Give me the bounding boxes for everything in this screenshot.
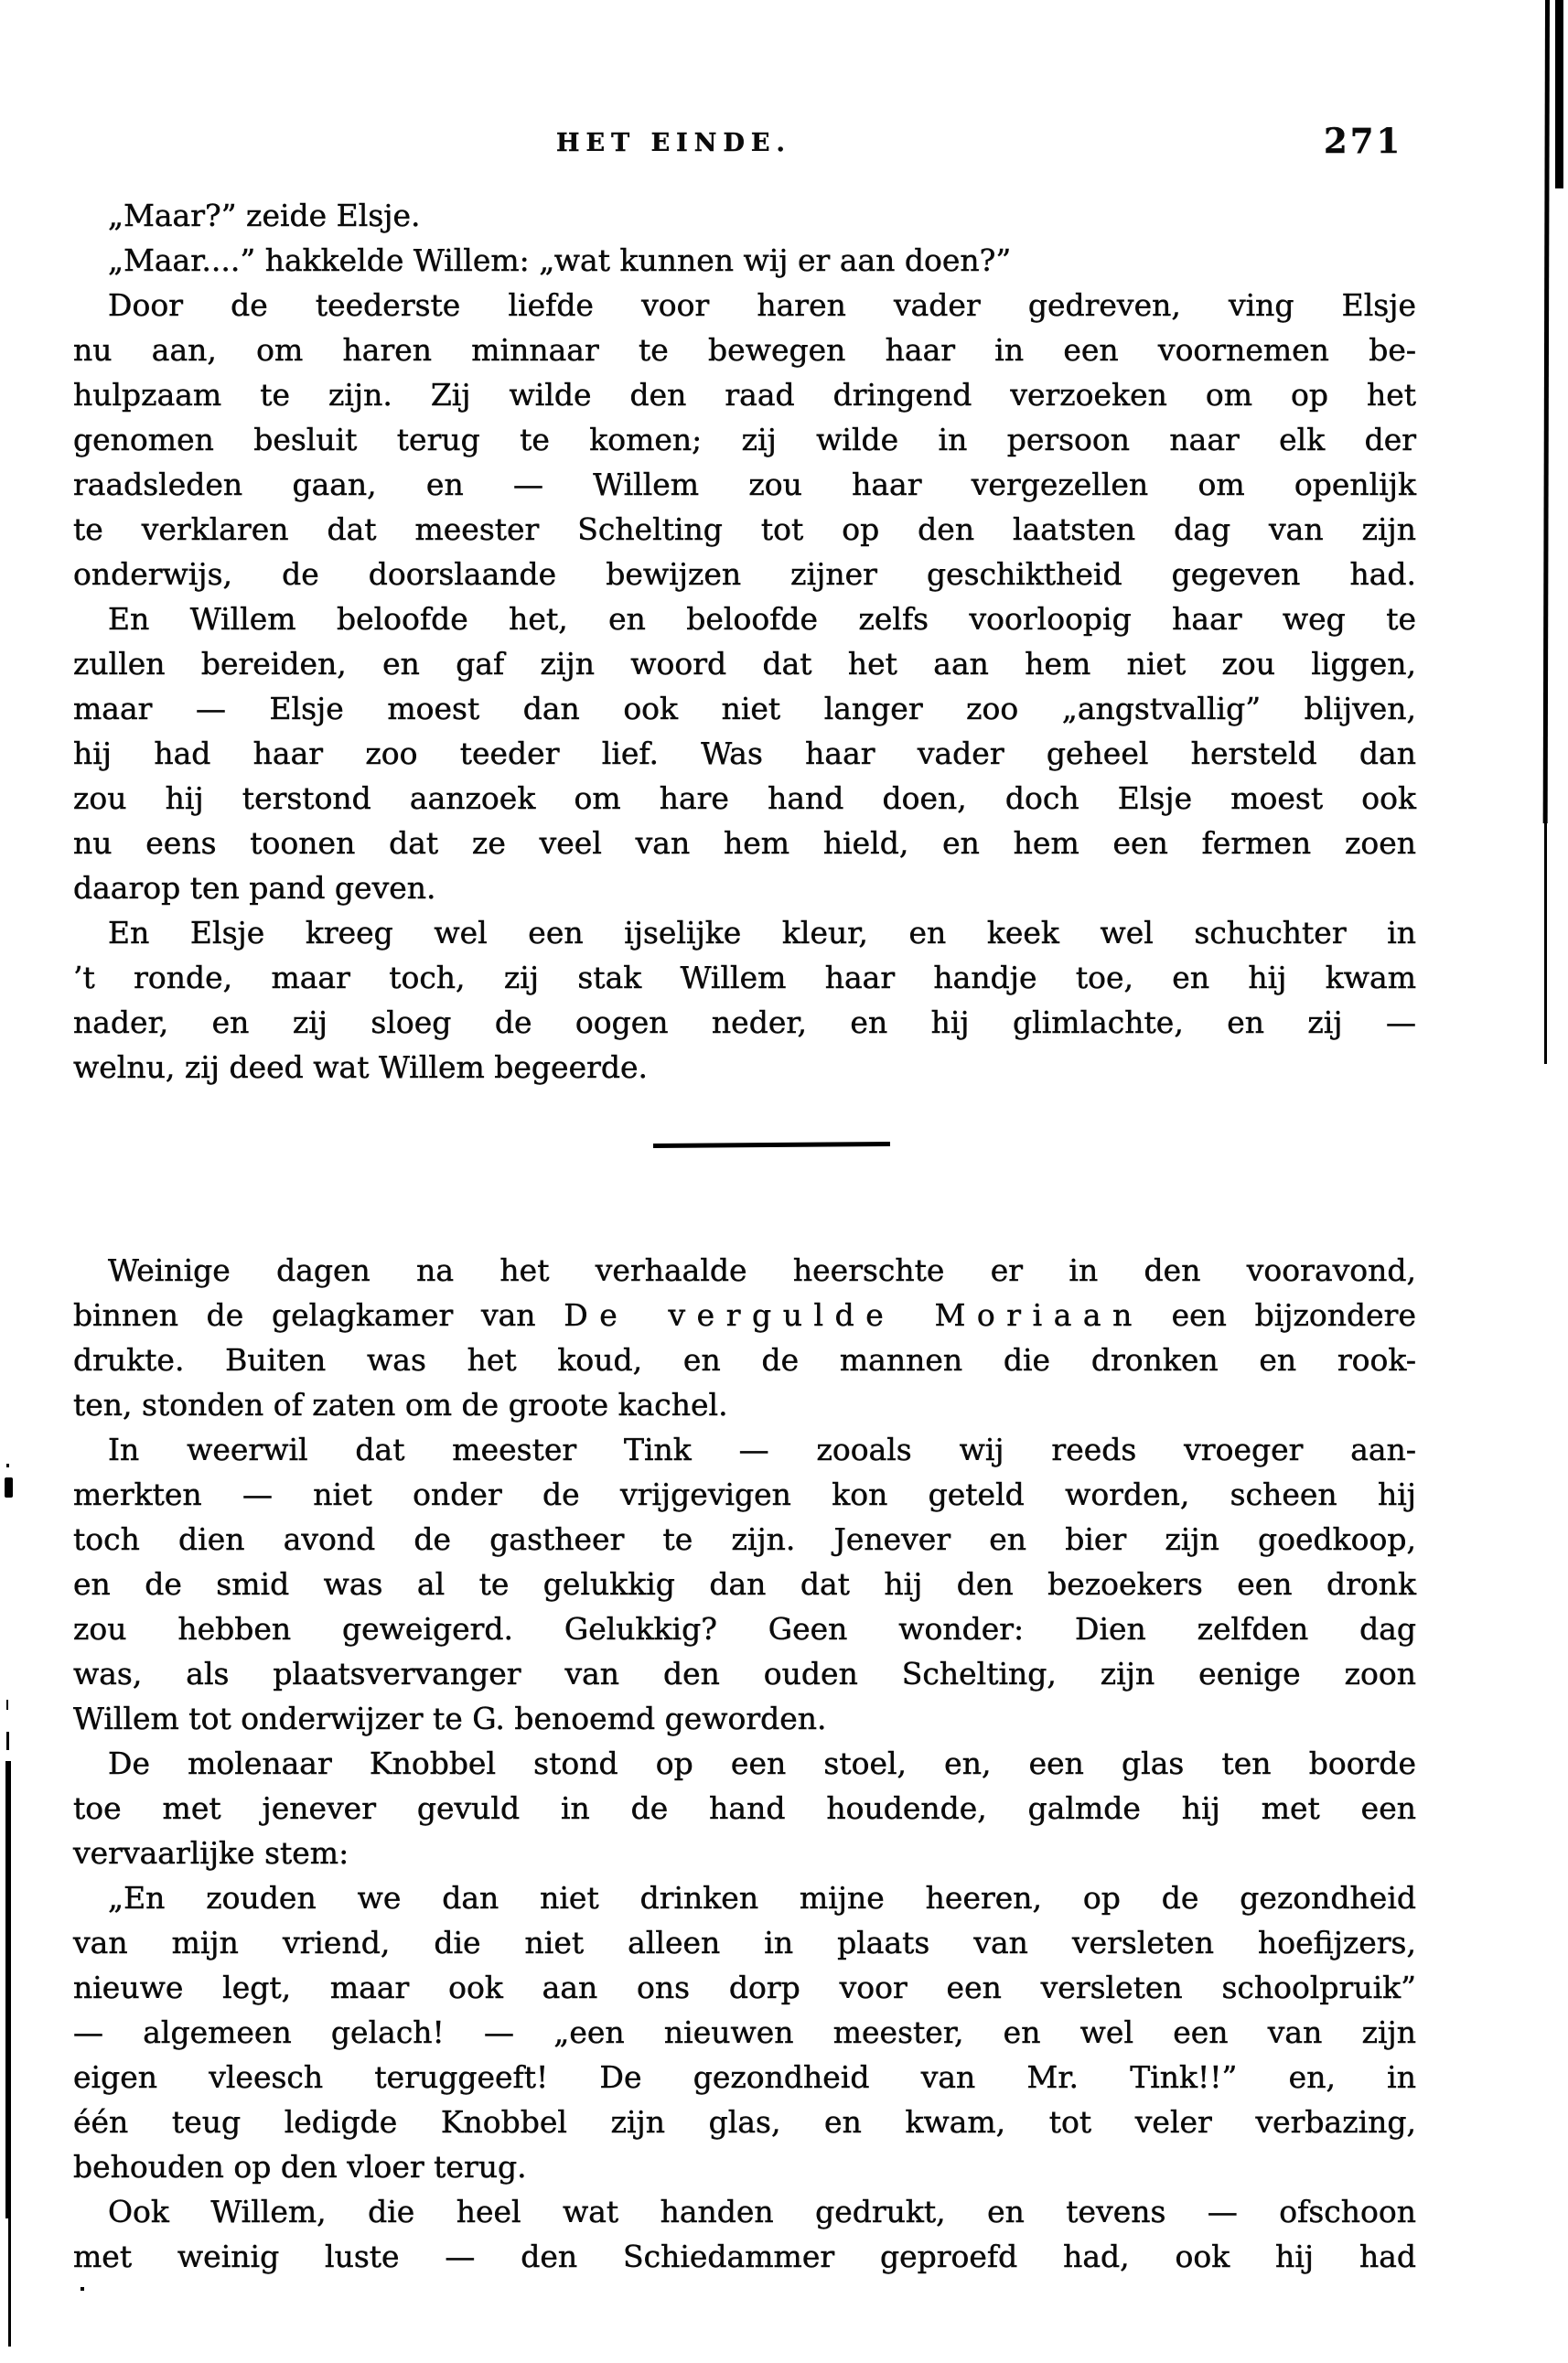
text-line: hij had haar zoo teeder lief. Was haar vader geheel hersteld dan (73, 736, 1416, 771)
text-line: merkten — niet onder de vrijgevigen kon geteld worden, scheen hij (73, 1477, 1416, 1512)
scan-artifact-left-blob (5, 1477, 13, 1498)
text-line: daarop ten pand geven. (73, 870, 436, 906)
text-line: nieuwe legt, maar ook aan ons dorp voor een versleten schoolpruik” (73, 1970, 1416, 2005)
text-line: En Willem beloofde het, en beloofde zelfs voorloopig haar weg te (108, 601, 1416, 637)
text-line: was, als plaatsvervanger van den ouden Schelting, zijn eenige zoon (73, 1656, 1416, 1692)
text-line: „Maar....” hakkelde Willem: „wat kunnen wij er aan doen?” (108, 242, 1012, 278)
text-line: — algemeen gelach! — „een nieuwen meester, en wel een van zijn (73, 2014, 1416, 2050)
text-line: In weerwil dat meester Tink — zooals wij reeds vroeger aan- (108, 1432, 1416, 1467)
text-line: nu aan, om haren minnaar te bewegen haar in een voornemen be- (73, 332, 1416, 368)
text-line: te verklaren dat meester Schelting tot op den laatsten dag van zijn (73, 511, 1416, 547)
text-line: genomen besluit terug te komen; zij wilde in persoon naar elk der (73, 422, 1416, 457)
running-title: HET EINDE. (556, 129, 791, 157)
text-line: ten, stonden of zaten om de groote kachel. (73, 1387, 728, 1423)
text-line: drukte. Buiten was het koud, en de mannen die dronken en rook- (73, 1342, 1416, 1378)
text-line: van mijn vriend, die niet alleen in plaats van versleten hoefijzers, (73, 1925, 1416, 1960)
scan-artifact-left-edge-bar (5, 1761, 11, 2218)
letterspaced-name: De vergulde Moriaan (564, 1297, 1144, 1333)
text-line: En Elsje kreeg wel een ijselijke kleur, en keek wel schuchter in (108, 915, 1416, 951)
text-line: zou hij terstond aanzoek om hare hand doen, doch Elsje moest ook (73, 780, 1416, 816)
text-line: welnu, zij deed wat Willem begeerde. (73, 1049, 649, 1085)
text-line: „Maar?” zeide Elsje. (108, 198, 421, 233)
scan-artifact-right-edge-line-lower (1544, 822, 1547, 1064)
text-line: vervaarlijke stem: (73, 1835, 349, 1871)
text-line: toe met jenever gevuld in de hand houdende, galmde hij met een (73, 1790, 1416, 1826)
text-line: Weinige dagen na het verhaalde heerschte er in den vooravond, (108, 1252, 1416, 1288)
text-line: Willem tot onderwijzer te G. benoemd geworden. (73, 1701, 827, 1736)
text-line: onderwijs, de doorslaande bewijzen zijner geschiktheid gegeven had. (73, 556, 1416, 592)
text-line: en de smid was al te gelukkig dan dat hij den bezoekers een dronk (73, 1566, 1416, 1602)
text-line: hulpzaam te zijn. Zij wilde den raad dringend verzoeken om op het (73, 377, 1416, 413)
scan-artifact-left-dot (6, 1464, 9, 1467)
scan-artifact-left-edge-bar-thin (8, 2218, 11, 2347)
text-line: maar — Elsje moest dan ook niet langer zoo „angstvallig” blijven, (73, 691, 1416, 726)
text-line: behouden op den vloer terug. (73, 2149, 527, 2185)
text-line: „En zouden we dan niet drinken mijne heeren, op de gezondheid (108, 1880, 1416, 1916)
text-segment: binnen de gelagkamer van (73, 1297, 564, 1333)
text-line: nader, en zij sloeg de oogen neder, en hij glimlachte, en zij — (73, 1004, 1416, 1040)
text-line: nu eens toonen dat ze veel van hem hield, en hem een fermen zoen (73, 825, 1416, 861)
text-line: één teug ledigde Knobbel zijn glas, en kwam, tot veler verbazing, (73, 2104, 1416, 2140)
text-line: Door de teederste liefde voor haren vader gedreven, ving Elsje (108, 287, 1416, 323)
section-break (73, 1090, 1416, 1248)
page-number: 271 (1324, 121, 1403, 161)
scan-artifact-speck (81, 2287, 84, 2291)
text-line: Ook Willem, die heel wat handen gedrukt, en tevens — ofschoon (108, 2194, 1416, 2229)
text-line: ’t ronde, maar toch, zij stak Willem haar handje toe, en hij kwam (73, 960, 1416, 995)
scan-artifact-right-edge-thick-line (1555, 0, 1563, 188)
text-line: De molenaar Knobbel stond op een stoel, en, een glas ten boorde (108, 1745, 1416, 1781)
scan-artifact-left-dash (6, 1732, 9, 1750)
text-line: met weinig luste — den Schiedammer geproefd had, ook hij had (73, 2239, 1416, 2274)
text-line: eigen vleesch teruggeeft! De gezondheid van Mr. Tink!!” en, in (73, 2059, 1416, 2095)
text-line: zou hebben geweigerd. Gelukkig? Geen wonder: Dien zelfden dag (73, 1611, 1416, 1647)
scan-artifact-left-dash (6, 1700, 8, 1710)
text-segment: een bijzondere (1143, 1297, 1416, 1333)
text-line: raadsleden gaan, en — Willem zou haar vergezellen om openlijk (73, 467, 1416, 502)
text-line: toch dien avond de gastheer te zijn. Jenever en bier zijn goedkoop, (73, 1521, 1416, 1557)
scan-artifact-right-edge-line (1543, 0, 1550, 823)
text-line: zullen bereiden, en gaf zijn woord dat het aan hem niet zou liggen, (73, 646, 1416, 682)
text-column (73, 193, 1416, 2279)
text-line (73, 1293, 1416, 1337)
section-divider-rule (653, 1142, 890, 1148)
